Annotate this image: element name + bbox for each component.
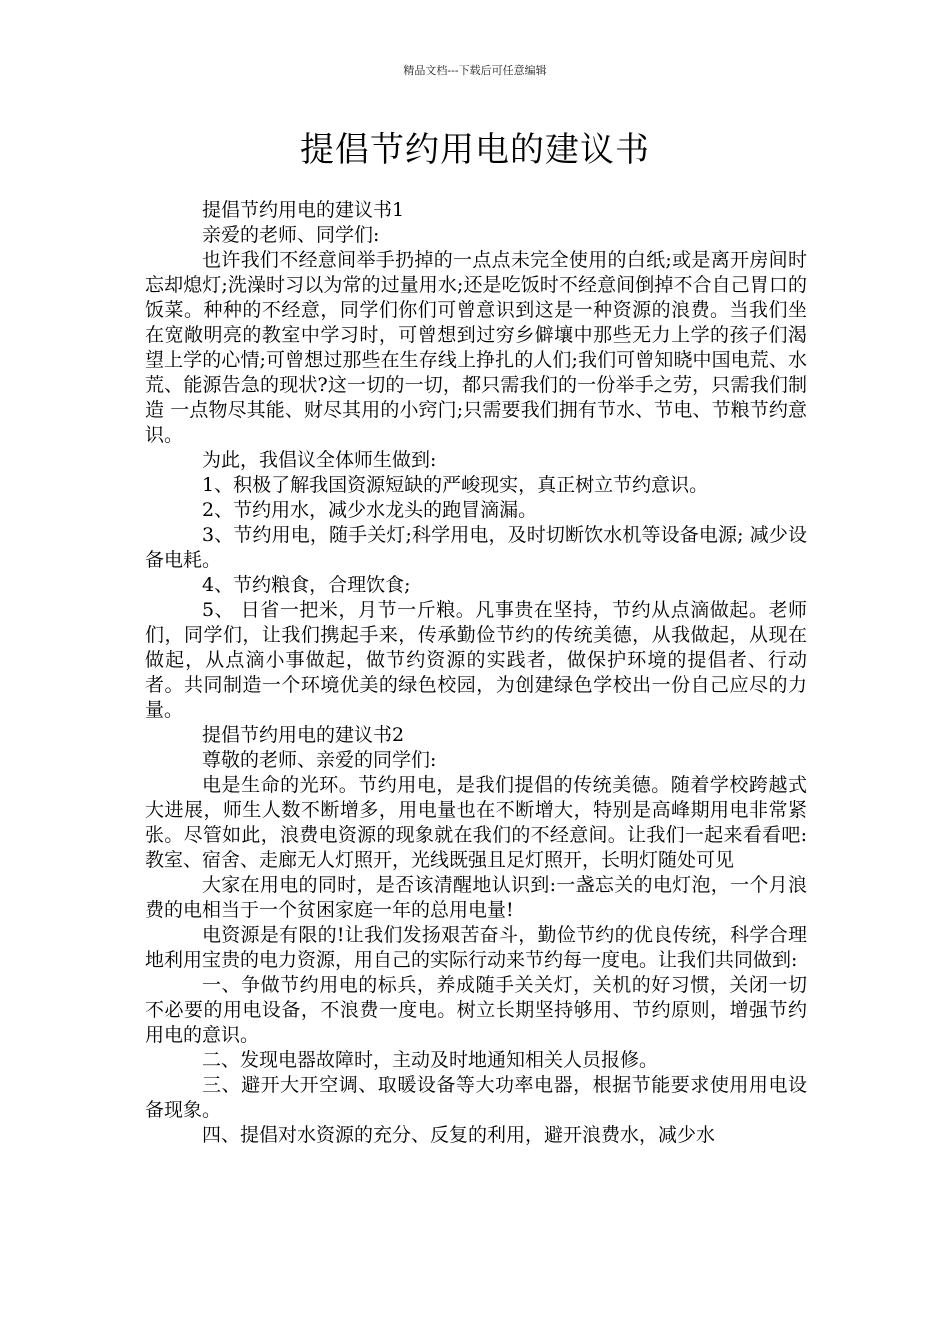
paragraph-list-item: 四、提倡对水资源的充分、反复的利用，避开浪费水，减少水 bbox=[202, 1124, 716, 1146]
paragraph-section-2-heading: 提倡节约用电的建议书2 bbox=[202, 724, 405, 746]
paragraph-list-item: 3、节约用电，随手关灯;科学用电，及时切断饮水机等设备电源; 减少设备电耗。 bbox=[145, 524, 807, 571]
page-header: 精品文档---下载后可任意编辑 bbox=[403, 64, 547, 77]
paragraph-body: 大家在用电的同时，是否该清醒地认识到:一盏忘关的电灯泡，一个月浪费的电相当于一个贫困家庭一年的总用电量! bbox=[145, 874, 807, 921]
paragraph-list-item: 5、 日省一把米，月节一斤粮。凡事贵在坚持，节约从点滴做起。老师们，同学们，让我们携起手来，传承勤俭节约的传统美德，从我做起，从现在做起，从点滴小事做起，做节约资源的实践者，做保护环境的提倡者、行动者。共同制造一个环境优美的绿色校园，为创建绿色学校出一份自己应尽的力量。 bbox=[145, 599, 807, 721]
paragraph-salutation-1: 亲爱的老师、同学们: bbox=[202, 224, 380, 246]
paragraph-salutation-2: 尊敬的老师、亲爱的同学们: bbox=[202, 749, 437, 771]
paragraph-list-item: 1、积极了解我国资源短缺的严峻现实，真正树立节约意识。 bbox=[202, 474, 709, 496]
paragraph-section-1-heading: 提倡节约用电的建议书1 bbox=[202, 199, 405, 221]
paragraph-body: 也许我们不经意间举手扔掉的一点点未完全使用的白纸;或是离开房间时忘却熄灯;洗澡时习以为常的过量用水;还是吃饭时不经意间倒掉不合自己胃口的饭菜。种种的不经意，同学们你们可曾意识到这是一种资源的浪费。当我们坐在宽敞明亮的教室中学习时，可曾想到过穷乡僻壤中那些无力上学的孩子们渴望上学的心情;可曾想过那些在生存线上挣扎的人们;我们可曾知晓中国电荒、水荒、能源告急的现状?这一切的一切，都只需我们的一份举手之劳，只需我们制造 一点物尽其能、财尽其用的小窍门;只需要我们拥有节水、节电、节粮节约意识。 bbox=[145, 249, 807, 446]
paragraph-body: 电资源是有限的!让我们发扬艰苦奋斗，勤俭节约的优良传统，科学合理地利用宝贵的电力资源，用自己的实际行动来节约每一度电。让我们共同做到: bbox=[145, 924, 807, 971]
paragraph-list-item: 三、避开大开空调、取暖设备等大功率电器，根据节能要求使用用电设备现象。 bbox=[145, 1074, 807, 1121]
paragraph-body: 电是生命的光环。节约用电，是我们提倡的传统美德。随着学校跨越式大进展，师生人数不断增多，用电量也在不断增大，特别是高峰期用电非常紧张。尽管如此，浪费电资源的现象就在我们的不经意间。让我们一起来看看吧:教室、宿舍、走廊无人灯照开，光线既强且足灯照开，长明灯随处可见 bbox=[145, 774, 807, 871]
paragraph-list-item: 一、争做节约用电的标兵，养成随手关关灯，关机的好习惯，关闭一切不必要的用电设备，不浪费一度电。树立长期坚持够用、节约原则，增强节约用电的意识。 bbox=[145, 974, 807, 1046]
document-title: 提倡节约用电的建议书 bbox=[300, 130, 650, 170]
paragraph-body: 为此，我倡议全体师生做到: bbox=[202, 449, 437, 471]
paragraph-list-item: 2、节约用水，减少水龙头的跑冒滴漏。 bbox=[202, 499, 538, 521]
paragraph-list-item: 二、发现电器故障时，主动及时地通知相关人员报修。 bbox=[202, 1049, 659, 1071]
document-body bbox=[145, 198, 807, 1148]
paragraph-list-item: 4、节约粮食，合理饮食; bbox=[202, 574, 411, 596]
